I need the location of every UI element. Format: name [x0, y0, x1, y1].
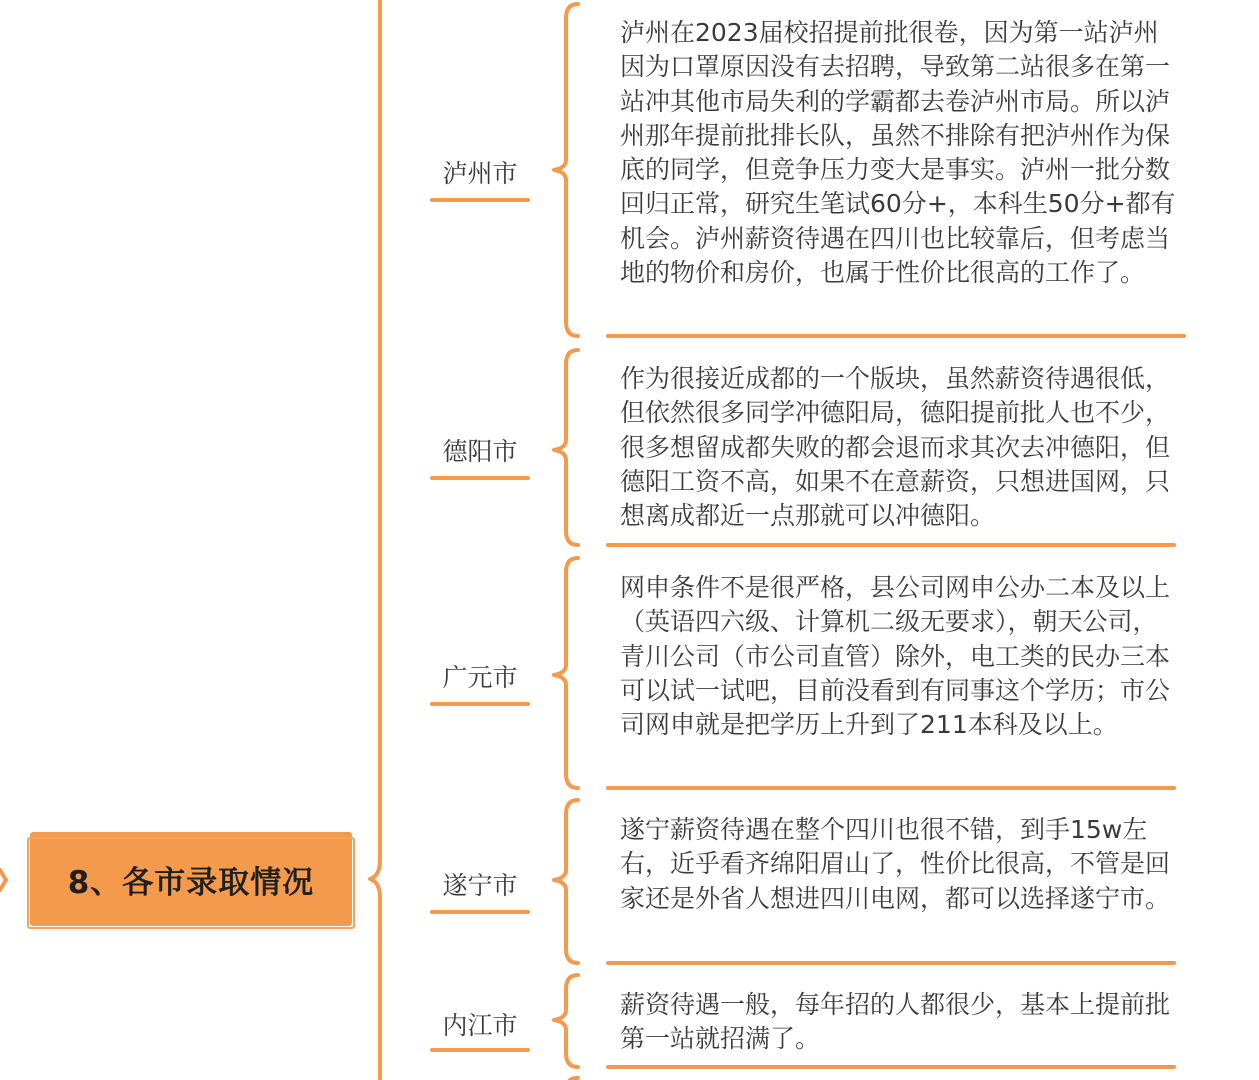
description-text: 网申条件不是很严格，县公司网申公办二本及以上（英语四六级、计算机二级无要求），朝天公司，青川公司（市公司直管）除外，电工类的民办三本可以试一试吧，目前没看到有同事这个学历；市公司网申就是把学历上升到了211本科及以上。 — [620, 573, 1171, 740]
city-underline — [430, 702, 530, 706]
city-bracket-4 — [554, 975, 578, 1067]
city-bracket-0 — [554, 4, 578, 336]
city-underline — [430, 910, 530, 914]
city-node-guangyuan[interactable] — [430, 658, 530, 694]
city-bracket-1 — [554, 350, 578, 545]
city-description-suining[interactable] — [620, 813, 1176, 916]
city-description-luzhou[interactable] — [620, 16, 1176, 290]
city-node-luzhou[interactable] — [430, 154, 530, 190]
description-underline — [606, 961, 1176, 965]
city-bracket-2 — [554, 558, 578, 788]
description-text: 薪资待遇一般，每年招的人都很少，基本上提前批第一站就招满了。 — [620, 990, 1171, 1054]
city-label: 广元市 — [442, 663, 518, 692]
description-underline — [606, 543, 1176, 547]
city-node-suining[interactable] — [430, 866, 530, 902]
city-label: 德阳市 — [442, 437, 518, 466]
city-underline — [430, 476, 530, 480]
city-bracket-3 — [554, 800, 578, 963]
city-node-deyang[interactable] — [430, 432, 530, 468]
description-text: 遂宁薪资待遇在整个四川也很不错，到手15w左右，近乎看齐绵阳眉山了，性价比很高，不管是回家还是外省人想进四川电网，都可以选择遂宁市。 — [620, 815, 1171, 913]
city-label: 遂宁市 — [442, 871, 518, 900]
left-connector-stub — [0, 870, 6, 890]
root-topic-label: 8、各市录取情况 — [67, 864, 315, 901]
city-description-guangyuan[interactable] — [620, 571, 1176, 742]
city-label: 泸州市 — [442, 159, 518, 188]
city-description-deyang[interactable] — [620, 362, 1176, 533]
city-description-neijiang[interactable] — [620, 988, 1176, 1057]
description-underline — [606, 786, 1176, 790]
description-underline — [606, 334, 1186, 338]
description-text: 泸州在2023届校招提前批很卷，因为第一站泸州因为口罩原因没有去招聘，导致第二站很多在第一站冲其他市局失利的学霸都去卷泸州市局。所以泸州那年提前批排长队，虽然不排除有把泸州作为保底的同学，但竞争压力变大是事实。泸州一批分数回归正常，研究生笔试60分+，本科生50分+都有机会。泸州薪资待遇在四川也比较靠后，但考虑当地的物价和房价，也属于性价比很高的工作了。 — [620, 18, 1176, 288]
description-text: 作为很接近成都的一个版块，虽然薪资待遇很低，但依然很多同学冲德阳局，德阳提前批人也不少，很多想留成都失败的都会退而求其次去冲德阳，但德阳工资不高，如果不在意薪资，只想进国网，只想离成都近一点那就可以冲德阳。 — [620, 364, 1171, 531]
city-label: 内江市 — [442, 1011, 518, 1040]
description-underline — [606, 1065, 1176, 1069]
city-node-neijiang[interactable] — [430, 1006, 530, 1042]
city-underline — [430, 1048, 530, 1052]
main-bracket — [370, 0, 380, 1080]
city-underline — [430, 198, 530, 202]
root-topic-node[interactable] — [30, 832, 352, 926]
